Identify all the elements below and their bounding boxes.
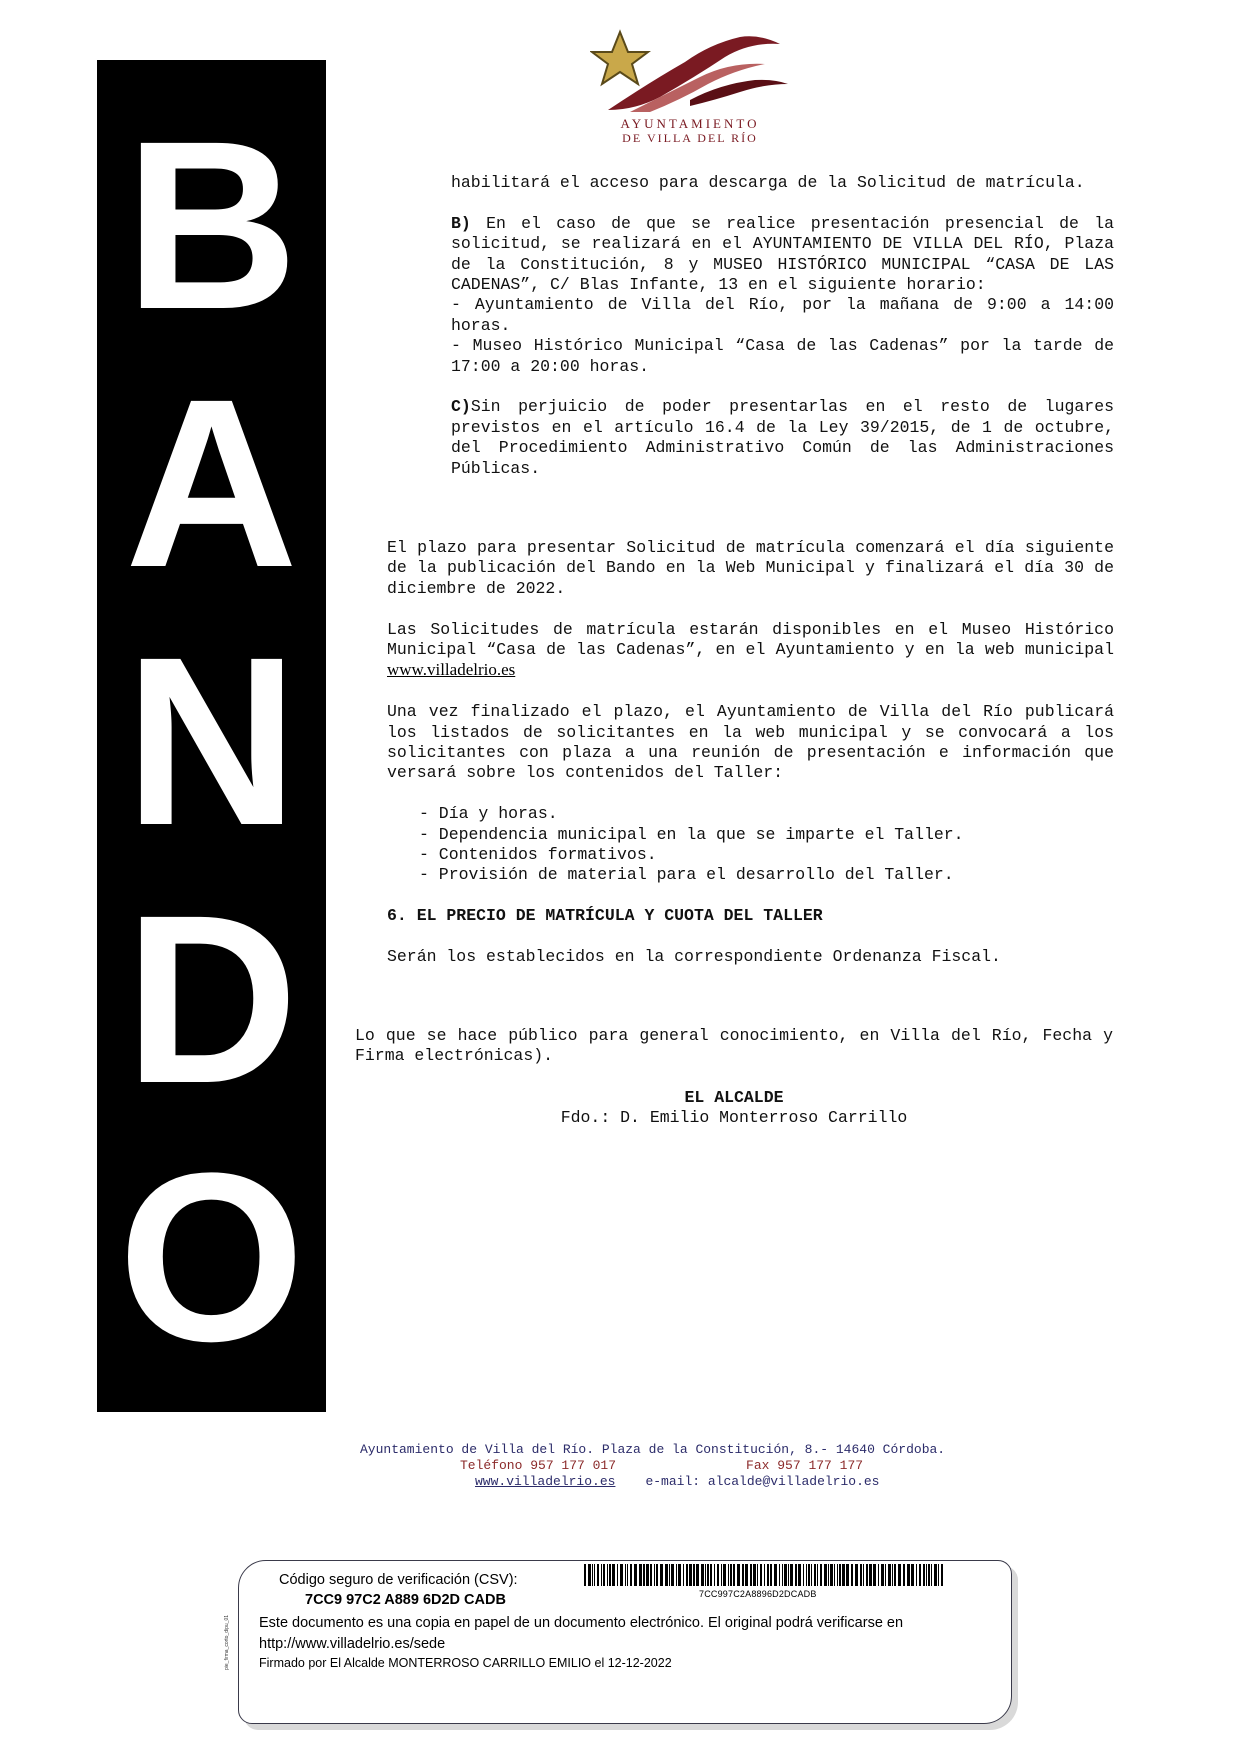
- barcode-bar: [656, 1564, 658, 1586]
- barcode-bar: [903, 1564, 905, 1586]
- barcode-bar: [888, 1564, 891, 1586]
- barcode-bar: [926, 1564, 927, 1586]
- barcode-bar: [808, 1564, 810, 1586]
- logo-line1: AYUNTAMIENTO: [620, 116, 760, 131]
- barcode-bar: [788, 1564, 789, 1586]
- barcode-bar: [671, 1564, 674, 1586]
- barcode-bar: [701, 1564, 704, 1586]
- para-finalizado: Una vez finalizado el plazo, el Ayuntamiento de Villa del Río publicará los listados de solicitantes en la web municipal y se convocará a los solicitantes con plaza a una reunión de presentación e información que versará sobre los contenidos del Taller:: [387, 702, 1114, 783]
- barcode-bar: [860, 1564, 862, 1586]
- barcode-bar: [878, 1564, 879, 1586]
- footer-phone: Teléfono 957 177 017: [460, 1458, 617, 1473]
- barcode-bar: [612, 1564, 615, 1586]
- para-disponibles-text: Las Solicitudes de matrícula estarán disponibles en el Museo Histórico Municipal “Casa de las Cadenas”, en el Ayuntamiento y en la web municipal: [387, 619, 1114, 660]
- logo-line2: DE VILLA DEL RÍO: [622, 131, 758, 145]
- barcode-bar: [842, 1564, 845, 1586]
- barcode-bar: [686, 1564, 688, 1586]
- barcode-bar: [782, 1564, 783, 1586]
- barcode-bar: [863, 1564, 864, 1586]
- para-b-item2: - Museo Histórico Municipal “Casa de las Cadenas” por la tarde de 17:00 a 20:00 horas.: [451, 336, 1114, 376]
- signature-name: Fdo.: D. Emilio Monterroso Carrillo: [560, 1108, 908, 1128]
- csv-signed-by: Firmado por El Alcalde MONTERROSO CARRILLO EMILIO el 12-12-2022: [259, 1656, 672, 1670]
- barcode-bar: [634, 1564, 637, 1586]
- signature-title: EL ALCALDE: [684, 1088, 784, 1107]
- barcode-bar: [753, 1564, 756, 1586]
- barcode-bar: [851, 1564, 853, 1586]
- barcode-bar: [745, 1564, 748, 1586]
- barcode-bar: [923, 1564, 925, 1586]
- para-plazo: El plazo para presentar Solicitud de matrícula comenzará el día siguiente de la publicación del Bando en la Web Municipal y finalizará el día 30 de diciembre de 2022.: [387, 538, 1114, 598]
- footer-email[interactable]: e-mail: alcalde@villadelrio.es: [645, 1474, 880, 1489]
- barcode-bar: [928, 1564, 930, 1586]
- barcode-bar: [919, 1564, 921, 1586]
- barcode-bar: [764, 1564, 765, 1586]
- barcode-bar: [803, 1564, 804, 1586]
- barcode-bar: [676, 1564, 677, 1586]
- banner-letter: O: [118, 1123, 305, 1391]
- barcode-bar: [941, 1564, 943, 1586]
- barcode-bar: [846, 1564, 849, 1586]
- barcode-bar: [730, 1564, 732, 1586]
- side-form-code: pie_firma_corto_dipu_01: [224, 1614, 230, 1670]
- barcode-bar: [607, 1564, 608, 1586]
- para-disponibles: [387, 620, 1114, 682]
- barcode-bar: [837, 1564, 838, 1586]
- footer-web-link[interactable]: www.villadelrio.es: [475, 1474, 616, 1489]
- barcode-bar: [855, 1564, 858, 1586]
- barcode-bar: [617, 1564, 618, 1586]
- banner-letter: N: [124, 607, 299, 875]
- barcode-bar: [795, 1564, 797, 1586]
- barcode-bar: [790, 1564, 793, 1586]
- barcode-bar: [742, 1564, 744, 1586]
- barcode-bar: [814, 1564, 816, 1586]
- web-link[interactable]: www.villadelrio.es: [387, 660, 516, 680]
- barcode-bar: [717, 1564, 719, 1586]
- heading-6: 6. EL PRECIO DE MATRÍCULA Y CUOTA DEL TALLER: [387, 906, 823, 926]
- barcode-bar: [693, 1564, 695, 1586]
- barcode-bar: [737, 1564, 740, 1586]
- para-c-text: Sin perjuicio de poder presentarlas en el resto de lugares previstos en el artículo 16.4 de la Ley 39/2015, de 1 de octubre, del Procedimiento Administrativo Común de las Administraciones Públicas.: [451, 397, 1114, 478]
- barcode-bar: [811, 1564, 812, 1586]
- list-item: - Dependencia municipal en la que se imparte el Taller.: [419, 824, 964, 844]
- barcode-bar: [907, 1564, 910, 1586]
- section-main: [387, 538, 1114, 967]
- barcode-bar: [654, 1564, 655, 1586]
- barcode-bar: [665, 1564, 668, 1586]
- signature-block: [355, 1088, 1113, 1129]
- barcode-bar: [767, 1564, 769, 1586]
- csv-label: Código seguro de verificación (CSV):: [279, 1572, 518, 1588]
- barcode-bar: [660, 1564, 663, 1586]
- barcode-bar: [588, 1564, 591, 1586]
- footer-phone-fax: [360, 1458, 1120, 1474]
- barcode-bar: [757, 1564, 758, 1586]
- para-b-text: En el caso de que se realice presentación presencial de la solicitud, se realizará en el AYUNTAMIENTO DE VILLA DEL RÍO, Plaza de la Constitución, 8 y MUSEO HISTÓRICO MUNICIPAL “CASA DE LAS CADENAS”, C/ Blas Infante, 13 en el siguiente horario:: [451, 213, 1114, 295]
- barcode-bar: [760, 1564, 762, 1586]
- footer-web-email: [360, 1474, 1120, 1490]
- barcode-bar: [650, 1564, 652, 1586]
- section-top: [451, 173, 1114, 479]
- barcode-bar: [689, 1564, 692, 1586]
- list-item: - Día y horas.: [419, 804, 558, 824]
- barcode-bar: [630, 1564, 632, 1586]
- barcode-bar: [710, 1564, 712, 1586]
- para-b: [451, 214, 1114, 296]
- csv-note: Este documento es una copia en papel de un documento electrónico. El original podrá verificarse en http://www.villadelrio.es/sede: [259, 1615, 904, 1652]
- barcode-bar: [733, 1564, 735, 1586]
- barcode-bar: [609, 1564, 611, 1586]
- banner-letter: A: [124, 349, 299, 617]
- barcode-bar: [584, 1564, 586, 1586]
- barcode-bar: [834, 1564, 835, 1586]
- barcode-bar: [683, 1564, 684, 1586]
- csv-code: 7CC9 97C2 A889 6D2D CADB: [305, 1592, 506, 1608]
- barcode-icon: [584, 1564, 944, 1586]
- barcode-bar: [714, 1564, 715, 1586]
- list-item: - Contenidos formativos.: [419, 845, 657, 865]
- barcode-bar: [592, 1564, 593, 1586]
- footer-contact: [360, 1442, 1120, 1490]
- bando-banner: [97, 60, 326, 1412]
- barcode-bar: [820, 1564, 822, 1586]
- barcode-bar: [806, 1564, 807, 1586]
- barcode-bar: [873, 1564, 876, 1586]
- barcode-text: 7CC997C2A8896D2DCADB: [699, 1589, 817, 1599]
- para-c: [451, 397, 1114, 479]
- barcode-bar: [817, 1564, 818, 1586]
- barcode-bar: [934, 1564, 937, 1586]
- contents-list: [387, 804, 1114, 886]
- csv-verification-box: [238, 1560, 1012, 1724]
- barcode-bar: [931, 1564, 932, 1586]
- barcode-bar: [603, 1564, 605, 1586]
- barcode-bar: [669, 1564, 670, 1586]
- barcode-bar: [750, 1564, 752, 1586]
- barcode-bar: [594, 1564, 595, 1586]
- barcode-bar: [866, 1564, 868, 1586]
- footer-address: Ayuntamiento de Villa del Río. Plaza de la Constitución, 8.- 14640 Córdoba.: [360, 1442, 946, 1457]
- para-b-item1: - Ayuntamiento de Villa del Río, por la mañana de 9:00 a 14:00 horas.: [451, 295, 1114, 335]
- barcode-bar: [916, 1564, 917, 1586]
- barcode-bar: [894, 1564, 896, 1586]
- barcode-bar: [678, 1564, 681, 1586]
- banner-letter: D: [124, 865, 299, 1133]
- para-c-label: C): [451, 397, 471, 417]
- star-mountain-emblem-icon: [590, 22, 790, 117]
- barcode-bar: [779, 1564, 780, 1586]
- barcode-bar: [597, 1564, 599, 1586]
- barcode-bar: [839, 1564, 841, 1586]
- barcode-bar: [728, 1564, 729, 1586]
- barcode-bar: [625, 1564, 626, 1586]
- barcode-bar: [828, 1564, 829, 1586]
- barcode-bar: [620, 1564, 623, 1586]
- footer-fax: Fax 957 177 177: [746, 1458, 864, 1473]
- barcode-bar: [938, 1564, 939, 1586]
- closing-paragraph: Lo que se hace público para general conocimiento, en Villa del Río, Fecha y Firma electrónicas).: [355, 1026, 1113, 1066]
- barcode-bar: [721, 1564, 722, 1586]
- barcode-bar: [705, 1564, 706, 1586]
- barcode-bar: [892, 1564, 893, 1586]
- barcode-bar: [798, 1564, 801, 1586]
- barcode-bar: [784, 1564, 787, 1586]
- barcode-bar: [643, 1564, 645, 1586]
- banner-letter: B: [124, 91, 299, 359]
- barcode-bar: [824, 1564, 827, 1586]
- barcode-bar: [911, 1564, 914, 1586]
- barcode-bar: [696, 1564, 699, 1586]
- barcode-bar: [885, 1564, 886, 1586]
- barcode-bar: [774, 1564, 777, 1586]
- para-b-label: B): [451, 213, 471, 233]
- para-precio: Serán los establecidos en la correspondiente Ordenanza Fiscal.: [387, 947, 1001, 967]
- barcode-bar: [627, 1564, 628, 1586]
- barcode-bar: [723, 1564, 726, 1586]
- barcode-bar: [646, 1564, 649, 1586]
- barcode-bar: [881, 1564, 884, 1586]
- para-a-continuation: habilitará el acceso para descarga de la Solicitud de matrícula.: [451, 173, 1085, 192]
- barcode-bar: [601, 1564, 602, 1586]
- barcode-bar: [830, 1564, 833, 1586]
- barcode-bar: [770, 1564, 772, 1586]
- list-item: - Provisión de material para el desarrollo del Taller.: [419, 865, 954, 885]
- municipal-logo: [590, 22, 790, 157]
- barcode-bar: [898, 1564, 901, 1586]
- barcode-bar: [639, 1564, 642, 1586]
- barcode-bar: [869, 1564, 872, 1586]
- barcode-bar: [707, 1564, 709, 1586]
